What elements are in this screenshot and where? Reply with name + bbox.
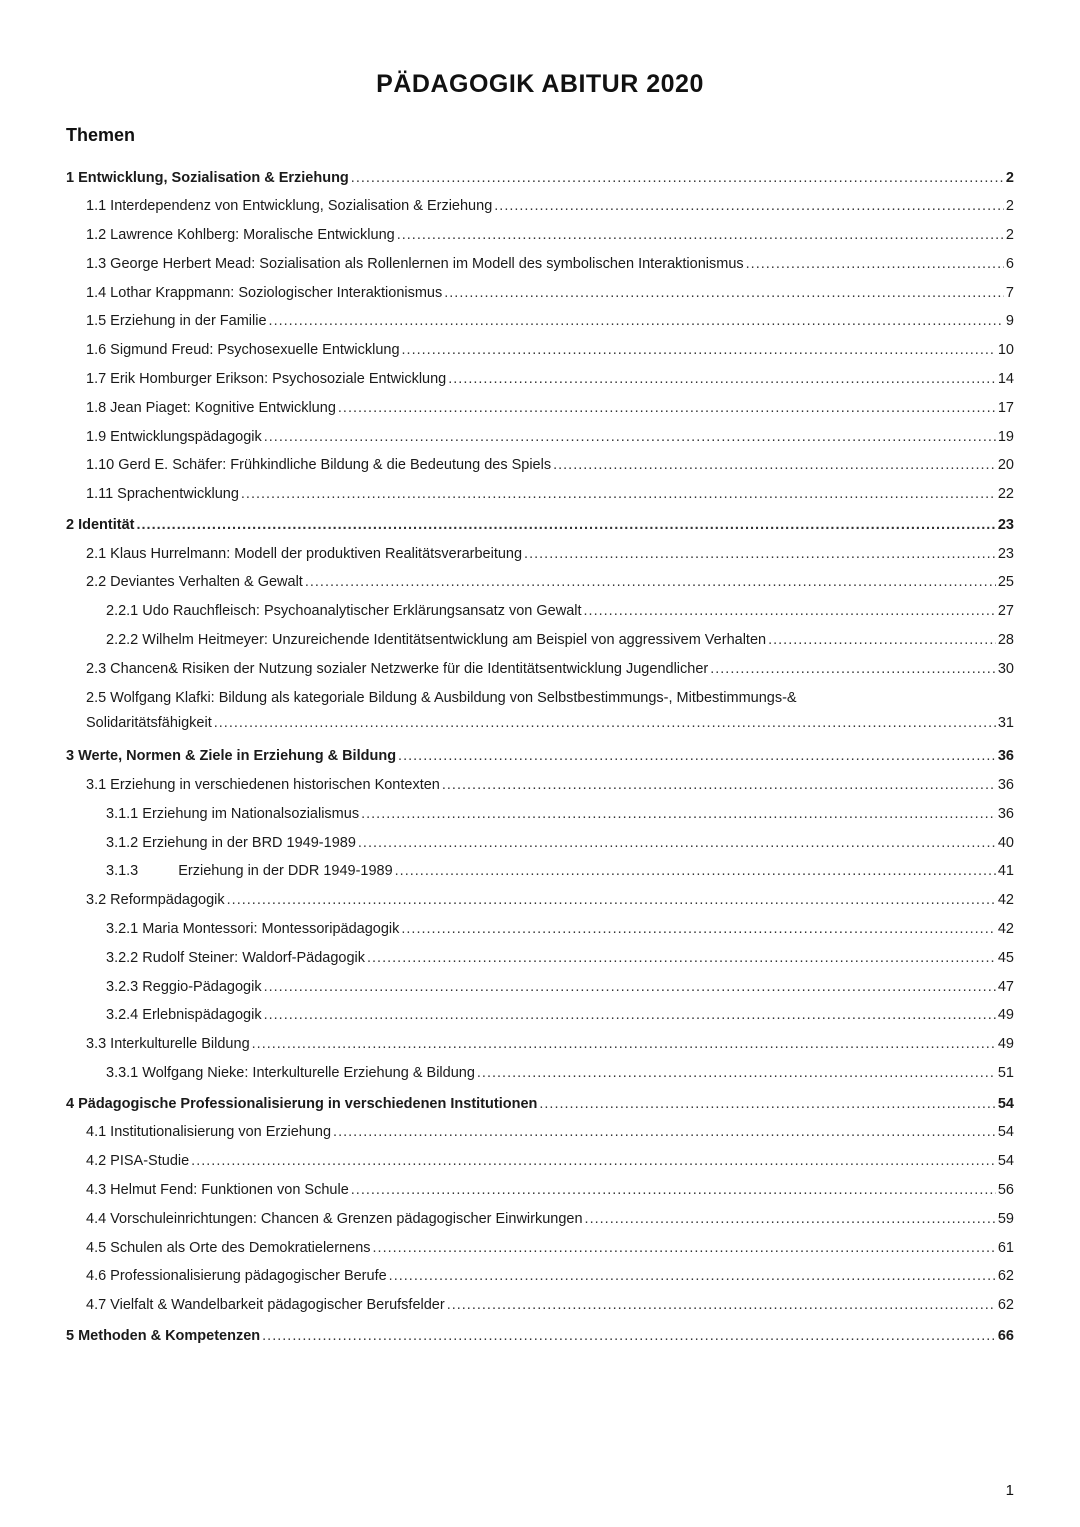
toc-entry-label: 4.1 Institutionalisierung von Erziehung	[86, 1124, 332, 1141]
dot-leader	[241, 485, 996, 503]
toc-entry-label	[106, 862, 393, 880]
toc-entry[interactable]	[66, 967, 1014, 996]
toc-entry[interactable]	[66, 446, 1014, 475]
toc-entry[interactable]	[66, 620, 1014, 649]
dot-leader	[448, 370, 996, 388]
toc-page-number: 36	[997, 777, 1014, 794]
toc-page-number: 2	[1005, 169, 1014, 186]
dot-leader	[333, 1123, 996, 1141]
toc-entry-label: 3.1.2 Erziehung in der BRD 1949-1989	[106, 834, 356, 851]
toc-entry[interactable]	[66, 1314, 1014, 1345]
toc-entry[interactable]	[66, 1141, 1014, 1170]
toc-entry-label: 1.6 Sigmund Freud: Psychosexuelle Entwicklung	[86, 342, 400, 359]
toc-entry-label: 1.1 Interdependenz von Entwicklung, Sozialisation & Erziehung	[86, 198, 493, 215]
dot-leader	[136, 516, 995, 534]
toc-entry-label: 1.10 Gerd E. Schäfer: Frühkindliche Bildung & die Bedeutung des Spiels	[86, 457, 552, 474]
dot-leader	[746, 255, 1004, 273]
toc-page-number: 31	[997, 714, 1014, 731]
toc-entry-label: 4.4 Vorschuleinrichtungen: Chancen & Grenzen pädagogischer Einwirkungen	[86, 1210, 583, 1227]
toc-entry[interactable]	[66, 244, 1014, 273]
toc-entry[interactable]	[66, 1113, 1014, 1142]
toc-page-number: 42	[997, 921, 1014, 938]
toc-page-number: 19	[997, 428, 1014, 445]
toc-page-number: 61	[997, 1239, 1014, 1256]
toc-entry-label: 3.1 Erziehung in verschiedenen historischen Kontexten	[86, 777, 440, 794]
dot-leader	[305, 573, 996, 591]
toc-page-number: 62	[997, 1268, 1014, 1285]
dot-leader	[373, 1239, 996, 1257]
dot-leader	[395, 862, 996, 880]
toc-entry-label: 4.5 Schulen als Orte des Demokratielernens	[86, 1239, 371, 1256]
dot-leader	[494, 197, 1004, 215]
dot-leader	[447, 1296, 996, 1314]
dot-leader	[398, 747, 996, 765]
toc-entry-label: 1.3 George Herbert Mead: Sozialisation als Rollenlernen im Modell des symbolischen Interaktionismus	[86, 255, 744, 272]
dot-leader	[585, 1210, 996, 1228]
toc-page-number: 20	[997, 457, 1014, 474]
toc-page-number: 49	[997, 1007, 1014, 1024]
toc-entry[interactable]	[66, 187, 1014, 216]
toc-page-number: 45	[997, 949, 1014, 966]
toc-entry-label: 1.7 Erik Homburger Erikson: Psychosoziale Entwicklung	[86, 371, 447, 388]
dot-leader	[264, 428, 996, 446]
toc-page-number: 9	[1005, 313, 1014, 330]
dot-leader	[367, 949, 996, 967]
toc-page-number: 56	[997, 1181, 1014, 1198]
toc-entry[interactable]	[66, 649, 1014, 678]
dot-leader	[389, 1267, 996, 1285]
toc-entry[interactable]	[66, 534, 1014, 563]
toc-entry-label: 3.2 Reformpädagogik	[86, 892, 225, 909]
toc-entry[interactable]	[66, 765, 1014, 794]
toc-entry[interactable]	[66, 1024, 1014, 1053]
dot-leader	[710, 660, 996, 678]
toc-entry-label: 2.2.1 Udo Rauchfleisch: Psychoanalytischer Erklärungsansatz von Gewalt	[106, 603, 582, 620]
toc-entry-label: 1.5 Erziehung in der Familie	[86, 313, 267, 330]
toc-page-number: 66	[997, 1327, 1014, 1344]
toc-page-number: 36	[997, 748, 1014, 765]
toc-page-number: 49	[997, 1036, 1014, 1053]
dot-leader	[553, 456, 996, 474]
toc-entry[interactable]	[66, 1053, 1014, 1082]
toc-entry-label: 4.2 PISA-Studie	[86, 1153, 190, 1170]
toc-page-number: 2	[1005, 198, 1014, 215]
toc-entry-label: 4.7 Vielfalt & Wandelbarkeit pädagogischer Berufsfelder	[86, 1297, 445, 1314]
dot-leader	[524, 545, 996, 563]
dot-leader	[358, 834, 996, 852]
dot-leader	[351, 169, 1004, 187]
dot-leader	[351, 1181, 996, 1199]
toc-page-number: 59	[997, 1210, 1014, 1227]
toc-entry[interactable]	[66, 330, 1014, 359]
toc-entry[interactable]	[66, 1199, 1014, 1228]
toc-page-number: 28	[997, 631, 1014, 648]
toc-page-number: 62	[997, 1297, 1014, 1314]
toc-page-number: 6	[1005, 255, 1014, 272]
toc-entry-label: 2 Identität	[66, 516, 135, 533]
toc-page-number: 40	[997, 834, 1014, 851]
toc-page-number: 41	[997, 863, 1014, 880]
toc-entry[interactable]	[66, 273, 1014, 302]
toc-entry[interactable]	[66, 503, 1014, 534]
toc-entry[interactable]	[66, 1228, 1014, 1257]
toc-entry[interactable]	[66, 1285, 1014, 1314]
toc-page-number: 23	[997, 516, 1014, 533]
dot-leader	[402, 341, 996, 359]
toc-entry[interactable]	[66, 1170, 1014, 1199]
dot-leader	[338, 399, 996, 417]
dot-leader	[227, 891, 996, 909]
toc-entry[interactable]	[66, 852, 1014, 881]
dot-leader	[252, 1035, 996, 1053]
toc-entry[interactable]	[66, 474, 1014, 503]
toc-entry-label: 3.2.3 Reggio-Pädagogik	[106, 978, 262, 995]
dot-leader	[214, 713, 996, 733]
toc-entry[interactable]	[66, 794, 1014, 823]
toc-heading: Themen	[66, 125, 136, 145]
dot-leader	[539, 1095, 995, 1113]
toc-entry[interactable]	[66, 1257, 1014, 1286]
toc-entry-label: 1.2 Lawrence Kohlberg: Moralische Entwicklung	[86, 227, 395, 244]
page-number: 1	[1005, 1482, 1014, 1499]
toc-entry[interactable]	[66, 735, 1014, 766]
toc-page-number: 7	[1005, 284, 1014, 301]
toc-entry[interactable]	[66, 823, 1014, 852]
toc-page-number: 17	[997, 399, 1014, 416]
toc-entry-label: 5 Methoden & Kompetenzen	[66, 1327, 261, 1344]
toc-entry-label: 3.2.4 Erlebnispädagogik	[106, 1007, 262, 1024]
toc-entry-label: 2.5 Wolfgang Klafki: Bildung als kategoriale Bildung & Ausbildung von Selbstbestimmungs-, Mitbestimmungs-&	[86, 689, 797, 706]
toc-page-number: 36	[997, 805, 1014, 822]
toc-entry[interactable]	[66, 302, 1014, 331]
toc-entry-label: 2.3 Chancen& Risiken der Nutzung sozialer Netzwerke für die Identitätsentwicklung Jugendlicher	[86, 660, 709, 677]
dot-leader	[397, 226, 1004, 244]
toc-page-number: 51	[997, 1065, 1014, 1082]
toc-entry-text: Erziehung in der DDR 1949-1989	[178, 863, 393, 880]
toc-page-number: 30	[997, 660, 1014, 677]
dot-leader	[361, 805, 996, 823]
toc-entry[interactable]	[66, 880, 1014, 909]
toc-entry[interactable]	[66, 996, 1014, 1025]
toc-entry-label-continued: Solidaritätsfähigkeit	[86, 714, 212, 731]
dot-leader	[264, 978, 996, 996]
toc-entry[interactable]	[66, 388, 1014, 417]
toc-entry-label: 1 Entwicklung, Sozialisation & Erziehung	[66, 169, 349, 186]
table-of-contents	[66, 156, 1014, 1345]
toc-entry-label: 1.4 Lothar Krappmann: Soziologischer Interaktionismus	[86, 284, 443, 301]
dot-leader	[477, 1064, 996, 1082]
toc-entry[interactable]	[66, 678, 1014, 735]
toc-entry[interactable]	[66, 938, 1014, 967]
toc-page-number: 54	[997, 1153, 1014, 1170]
toc-entry[interactable]	[66, 156, 1014, 187]
document-title: PÄDAGOGIK ABITUR 2020	[376, 70, 704, 98]
dot-leader	[264, 1006, 996, 1024]
dot-leader	[401, 920, 995, 938]
toc-entry-label: 4 Pädagogische Professionalisierung in verschiedenen Institutionen	[66, 1095, 538, 1112]
toc-entry-label: 3.3 Interkulturelle Bildung	[86, 1036, 250, 1053]
toc-entry-number: 3.1.3	[106, 863, 139, 880]
toc-entry[interactable]	[66, 215, 1014, 244]
toc-page-number: 10	[997, 342, 1014, 359]
dot-leader	[262, 1327, 996, 1345]
toc-entry[interactable]	[66, 909, 1014, 938]
toc-page-number: 54	[997, 1124, 1014, 1141]
toc-entry[interactable]	[66, 563, 1014, 592]
dot-leader	[442, 776, 996, 794]
toc-page-number: 25	[997, 574, 1014, 591]
toc-entry-label: 3.1.1 Erziehung im Nationalsozialismus	[106, 805, 360, 822]
toc-page-number: 54	[997, 1095, 1014, 1112]
toc-page-number: 23	[997, 545, 1014, 562]
toc-page-number: 42	[997, 892, 1014, 909]
toc-entry-label: 4.6 Professionalisierung pädagogischer Berufe	[86, 1268, 387, 1285]
dot-leader	[584, 602, 996, 620]
toc-page-number: 47	[997, 978, 1014, 995]
toc-entry-label: 3.2.1 Maria Montessori: Montessoripädagogik	[106, 921, 400, 938]
toc-page-number: 27	[997, 603, 1014, 620]
toc-entry-label: 2.1 Klaus Hurrelmann: Modell der produktiven Realitätsverarbeitung	[86, 545, 523, 562]
toc-page-number: 22	[997, 486, 1014, 503]
toc-entry-label: 2.2 Deviantes Verhalten & Gewalt	[86, 574, 303, 591]
toc-entry[interactable]	[66, 417, 1014, 446]
toc-entry-label: 1.8 Jean Piaget: Kognitive Entwicklung	[86, 399, 336, 416]
toc-page-number: 2	[1005, 227, 1014, 244]
toc-entry-label: 3.2.2 Rudolf Steiner: Waldorf-Pädagogik	[106, 949, 365, 966]
toc-entry-label: 3 Werte, Normen & Ziele in Erziehung & Bildung	[66, 748, 397, 765]
toc-page-number: 14	[997, 371, 1014, 388]
dot-leader	[768, 631, 996, 649]
toc-entry[interactable]	[66, 1082, 1014, 1113]
toc-entry-label: 1.9 Entwicklungspädagogik	[86, 428, 262, 445]
dot-leader	[269, 312, 1004, 330]
dot-leader	[191, 1152, 996, 1170]
toc-entry-label: 2.2.2 Wilhelm Heitmeyer: Unzureichende Identitätsentwicklung am Beispiel von aggressivem Verhalten	[106, 631, 767, 648]
toc-entry[interactable]	[66, 359, 1014, 388]
toc-entry-label: 1.11 Sprachentwicklung	[86, 486, 239, 503]
toc-entry-label: 3.3.1 Wolfgang Nieke: Interkulturelle Erziehung & Bildung	[106, 1065, 475, 1082]
toc-entry-label: 4.3 Helmut Fend: Funktionen von Schule	[86, 1181, 349, 1198]
toc-entry[interactable]	[66, 591, 1014, 620]
dot-leader	[444, 284, 1004, 302]
